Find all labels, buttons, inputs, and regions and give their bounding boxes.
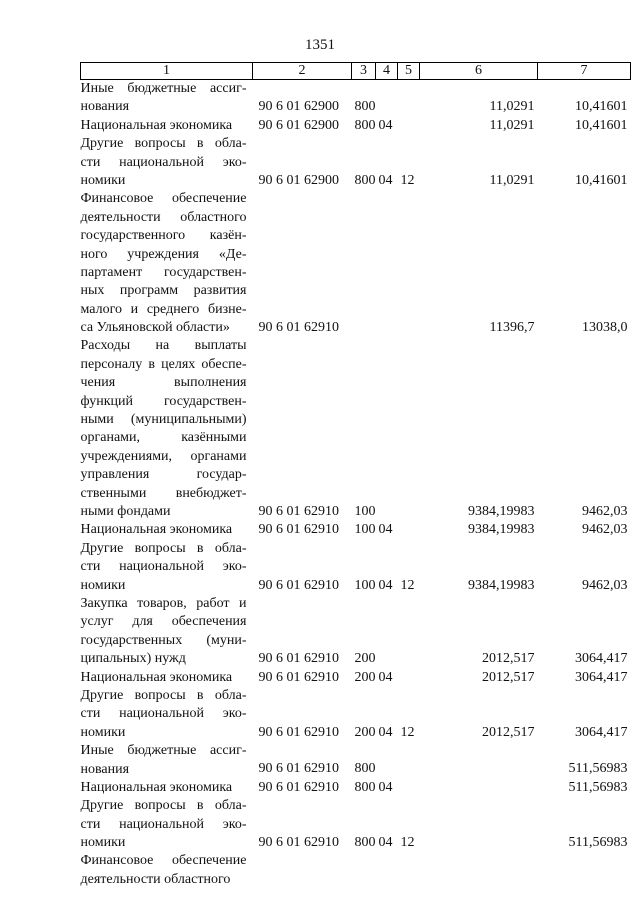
page-number: 1351 xyxy=(305,37,335,53)
row-name-line: сти национальной эко- xyxy=(80,816,247,832)
subsection xyxy=(398,595,420,669)
table-row xyxy=(81,190,631,337)
subsection xyxy=(398,669,420,687)
row-name-line: ципальных) нужд xyxy=(80,651,186,667)
subsection xyxy=(398,337,420,521)
row-name-line: Национальная экономика xyxy=(80,779,233,795)
table-row xyxy=(81,669,631,687)
row-name-line: Финансовое обеспечение xyxy=(80,853,247,869)
section: 04 xyxy=(378,835,393,851)
budget-code: 90 6 01 62900 xyxy=(258,172,339,188)
expense-type: 800 xyxy=(354,835,376,851)
subsection xyxy=(398,117,420,135)
subsection: 12 xyxy=(400,577,415,593)
section: 04 xyxy=(378,522,393,538)
section: 04 xyxy=(378,172,393,188)
table-row xyxy=(81,779,631,797)
amount-col-6: 9384,19983 xyxy=(468,577,535,593)
budget-code: 90 6 01 62910 xyxy=(258,320,339,336)
amount-col-7: 13038,0 xyxy=(582,320,628,336)
section xyxy=(376,80,398,117)
row-name-line: Иные бюджетные ассиг- xyxy=(80,81,247,96)
row-name-line: ных программ развития xyxy=(80,283,247,299)
subsection: 12 xyxy=(400,172,415,188)
budget-code: 90 6 01 62910 xyxy=(258,503,339,519)
amount-col-7: 3064,417 xyxy=(575,669,628,685)
amount-col-7: 9462,03 xyxy=(582,577,628,593)
amount-col-6 xyxy=(420,797,538,852)
amount-col-7: 511,56983 xyxy=(568,835,628,851)
subsection xyxy=(398,521,420,539)
amount-col-6: 9384,19983 xyxy=(468,522,535,538)
table-row xyxy=(81,852,631,889)
amount-col-7: 9462,03 xyxy=(582,522,628,538)
table-row xyxy=(81,797,631,852)
section: 04 xyxy=(378,117,393,133)
subsection xyxy=(398,190,420,337)
column-header-1: 1 xyxy=(81,63,253,80)
row-name xyxy=(81,80,253,117)
table-row xyxy=(81,135,631,190)
row-name-line: Закупка товаров, работ и xyxy=(80,595,247,611)
expense-type: 100 xyxy=(354,577,376,593)
row-name-line: номики xyxy=(80,835,126,851)
expense-type: 200 xyxy=(354,651,376,667)
amount-col-7 xyxy=(538,852,631,889)
row-name-line: сти национальной эко- xyxy=(80,559,247,575)
row-name-line: Расходы на выплаты xyxy=(80,338,247,354)
expense-type xyxy=(352,190,376,337)
column-header-4: 4 xyxy=(376,63,398,80)
row-name-line: ственными внебюджет- xyxy=(80,485,247,501)
expense-type: 800 xyxy=(354,761,376,777)
budget-code: 90 6 01 62910 xyxy=(258,779,339,795)
amount-col-6 xyxy=(420,779,538,797)
subsection: 12 xyxy=(400,835,415,851)
amount-col-7: 10,41601 xyxy=(575,117,628,133)
amount-col-7: 3064,417 xyxy=(575,651,628,667)
amount-col-6 xyxy=(420,852,538,889)
row-name-line: ного учреждения «Де- xyxy=(80,246,247,262)
row-name-line: сти национальной эко- xyxy=(80,706,247,722)
row-name-line: Другие вопросы в обла- xyxy=(80,540,247,556)
amount-col-7: 9462,03 xyxy=(582,503,628,519)
header-row xyxy=(81,63,631,80)
row-name-line: государственного казён- xyxy=(80,228,247,244)
row-name-line: нования xyxy=(80,761,130,777)
row-name-line: Финансовое обеспечение xyxy=(80,191,247,207)
row-name xyxy=(81,540,253,595)
row-name xyxy=(81,669,253,687)
amount-col-7: 511,56983 xyxy=(568,779,628,795)
expense-type xyxy=(352,852,376,889)
row-name xyxy=(81,135,253,190)
row-name xyxy=(81,779,253,797)
table-body xyxy=(81,80,631,890)
subsection xyxy=(398,80,420,117)
subsection xyxy=(398,742,420,779)
amount-col-6: 11,0291 xyxy=(489,117,535,133)
row-name-line: номики xyxy=(80,172,126,188)
budget-table xyxy=(80,62,631,889)
row-name-line: сти национальной эко- xyxy=(80,154,247,170)
section: 04 xyxy=(378,669,393,685)
row-name-line: учреждениями, органами xyxy=(80,448,247,464)
row-name-line: нования xyxy=(80,99,130,115)
table-row xyxy=(81,687,631,742)
budget-code: 90 6 01 62910 xyxy=(258,835,339,851)
expense-type: 800 xyxy=(354,117,376,133)
row-name-line: Другие вопросы в обла- xyxy=(80,136,247,152)
expense-type: 100 xyxy=(354,503,376,519)
budget-code: 90 6 01 62900 xyxy=(258,99,339,115)
section: 04 xyxy=(378,724,393,740)
row-name-line: чения выполнения xyxy=(80,375,247,391)
expense-type: 200 xyxy=(354,724,376,740)
row-name-line: Национальная экономика xyxy=(80,522,233,538)
budget-code: 90 6 01 62910 xyxy=(258,724,339,740)
row-name xyxy=(81,337,253,521)
section xyxy=(376,595,398,669)
row-name-line: малого и среднего бизне- xyxy=(80,301,247,317)
table-row xyxy=(81,337,631,521)
section: 04 xyxy=(378,577,393,593)
column-header-7: 7 xyxy=(538,63,631,80)
row-name xyxy=(81,797,253,852)
row-name xyxy=(81,742,253,779)
row-name xyxy=(81,595,253,669)
budget-code xyxy=(253,852,352,889)
row-name xyxy=(81,852,253,889)
row-name xyxy=(81,117,253,135)
budget-code: 90 6 01 62900 xyxy=(258,117,339,133)
amount-col-6 xyxy=(420,742,538,779)
table-row xyxy=(81,540,631,595)
row-name-line: партамент государствен- xyxy=(80,264,247,280)
amount-col-6: 2012,517 xyxy=(482,669,535,685)
amount-col-6: 11,0291 xyxy=(489,172,535,188)
row-name-line: Иные бюджетные ассиг- xyxy=(80,743,247,759)
subsection xyxy=(398,852,420,889)
budget-code: 90 6 01 62910 xyxy=(258,761,339,777)
amount-col-7: 10,41601 xyxy=(575,172,628,188)
row-name xyxy=(81,190,253,337)
budget-code: 90 6 01 62910 xyxy=(258,651,339,667)
row-name-line: номики xyxy=(80,577,126,593)
row-name-line: государственных (муни- xyxy=(80,632,247,648)
column-header-6: 6 xyxy=(420,63,538,80)
amount-col-6: 9384,19983 xyxy=(468,503,535,519)
row-name-line: управления государ- xyxy=(80,467,247,483)
expense-type: 800 xyxy=(354,99,376,115)
subsection xyxy=(398,779,420,797)
row-name-line: номики xyxy=(80,724,126,740)
amount-col-6: 2012,517 xyxy=(482,724,535,740)
amount-col-6: 11396,7 xyxy=(489,320,535,336)
column-header-3: 3 xyxy=(352,63,376,80)
table-row xyxy=(81,742,631,779)
row-name-line: Национальная экономика xyxy=(80,117,233,133)
section: 04 xyxy=(378,779,393,795)
section xyxy=(376,742,398,779)
table-row xyxy=(81,595,631,669)
row-name-line: Другие вопросы в обла- xyxy=(80,798,247,814)
expense-type: 200 xyxy=(354,669,376,685)
amount-col-6: 2012,517 xyxy=(482,651,535,667)
table-row xyxy=(81,80,631,117)
row-name-line: функций государствен- xyxy=(80,393,247,409)
column-header-5: 5 xyxy=(398,63,420,80)
section xyxy=(376,337,398,521)
amount-col-6: 11,0291 xyxy=(489,99,535,115)
amount-col-7: 511,56983 xyxy=(568,761,628,777)
row-name-line: органами, казёнными xyxy=(80,430,247,446)
row-name-line: Национальная экономика xyxy=(80,669,233,685)
expense-type: 800 xyxy=(354,779,376,795)
row-name xyxy=(81,521,253,539)
row-name-line: Другие вопросы в обла- xyxy=(80,687,247,703)
column-header-2: 2 xyxy=(253,63,352,80)
subsection: 12 xyxy=(400,724,415,740)
row-name-line: услуг для обеспечения xyxy=(80,614,247,630)
budget-code: 90 6 01 62910 xyxy=(258,577,339,593)
row-name-line: персоналу в целях обеспе- xyxy=(80,356,247,372)
row-name-line: деятельности областного xyxy=(80,871,231,887)
expense-type: 800 xyxy=(354,172,376,188)
row-name-line: деятельности областного xyxy=(80,209,247,225)
row-name xyxy=(81,687,253,742)
table-row xyxy=(81,117,631,135)
row-name-line: ными (муниципальными) xyxy=(80,412,247,428)
section xyxy=(376,190,398,337)
section xyxy=(376,852,398,889)
table-row xyxy=(81,521,631,539)
expense-type: 100 xyxy=(354,522,376,538)
budget-code: 90 6 01 62910 xyxy=(258,522,339,538)
amount-col-7: 3064,417 xyxy=(575,724,628,740)
row-name-line: ными фондами xyxy=(80,504,171,519)
budget-code: 90 6 01 62910 xyxy=(258,669,339,685)
row-name-line: са Ульяновской области» xyxy=(80,320,230,336)
amount-col-7: 10,41601 xyxy=(575,99,628,115)
